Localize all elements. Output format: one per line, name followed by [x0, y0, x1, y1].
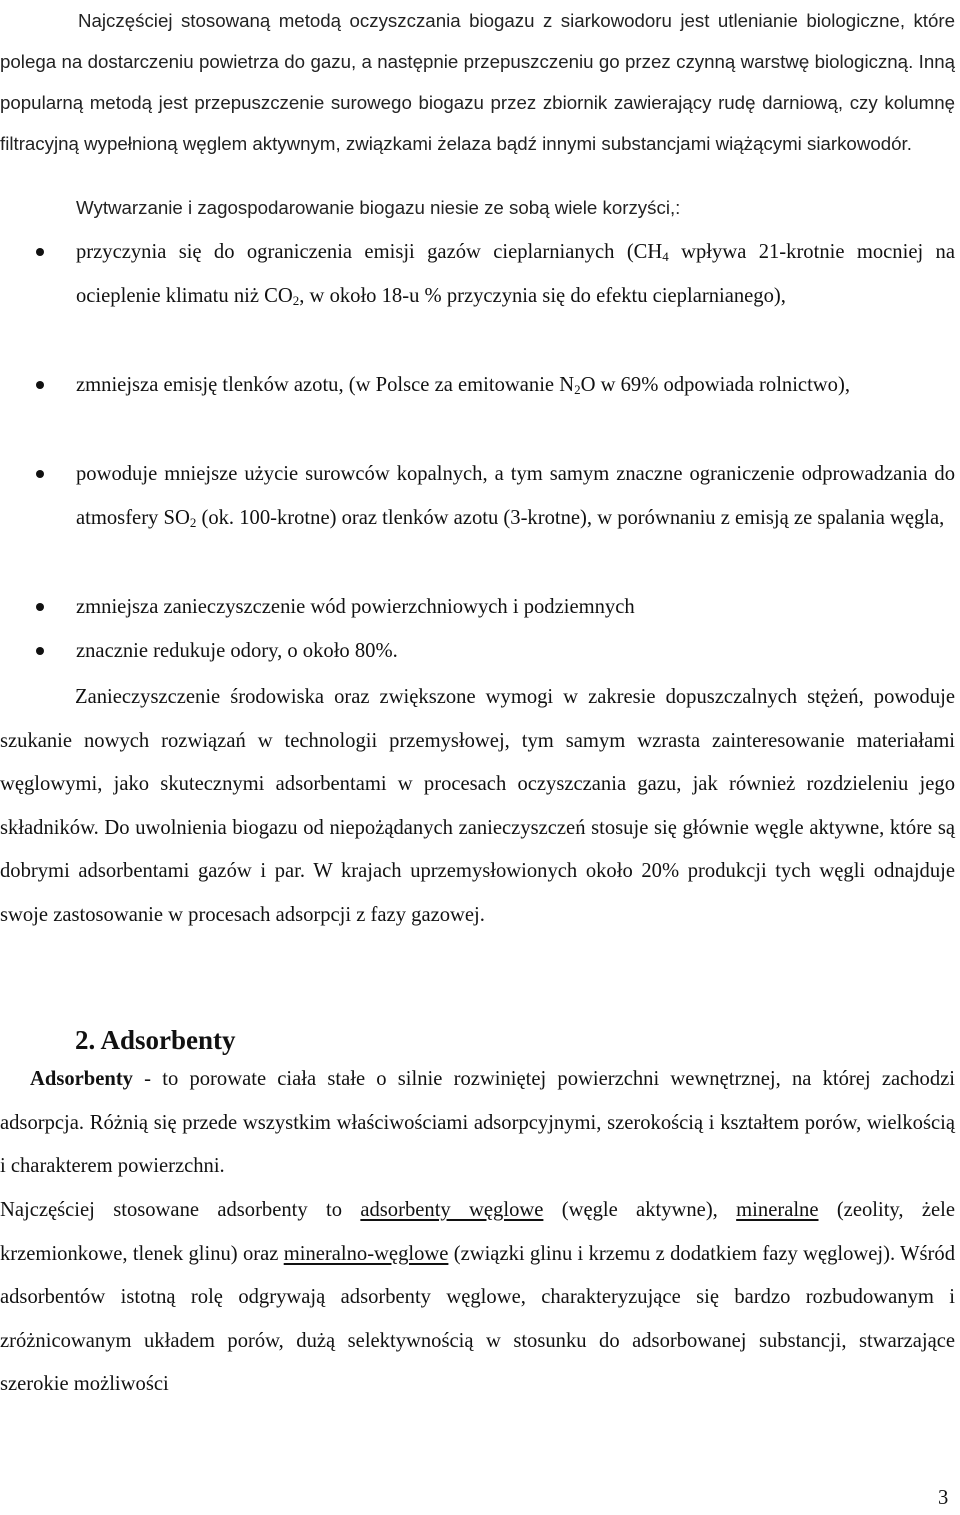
intro-paragraph	[0, 0, 955, 164]
common-adsorbents-paragraph: Najczęściej stosowane adsorbenty to adsorbenty węglowe (węgle aktywne), mineralne (zeolity, żele krzemionkowe, tlenek glinu) oraz mineralno-węglowe (związki glinu i krzemu z dodatkiem fazy węglowej). Wśród adsorbentów istotną rolę odgrywają adsorbenty węglowe, charakteryzujące się bardzo rozbudowanym i zróżnicowanym układem porów, dużą selektywnością w stosunku do adsorbowanej substancji, stwarzające szerokie możliwości	[0, 1199, 955, 1396]
benefits-list	[0, 230, 955, 673]
bullet-icon	[36, 470, 44, 478]
link-mineralno-weglowe[interactable]: mineralno-węglowe	[283, 1242, 449, 1265]
page-number: 3	[938, 1487, 949, 1509]
list-item: powoduje mniejsze użycie surowców kopalnych, a tym samym znaczne ograniczenie odprowadzania do atmosfery $SO_2$ (ok. 100-krotne) oraz tlenków azotu (3-krotne), w porównaniu z emisją ze spalania węgla,	[0, 452, 955, 585]
list-item: zmniejsza zanieczyszczenie wód powierzchniowych i podziemnych	[0, 585, 955, 629]
bullet-icon	[36, 603, 44, 611]
intro-text: Najczęściej stosowaną metodą oczyszczania biogazu z siarkowodoru jest utlenianie biologiczne, które polega na dostarczeniu powietrza do gazu, a następnie przepuszczeniu go przez czynną warstwę biologiczną. Inną popularną metodą jest przepuszczenie surowego biogazu przez zbiornik zawierający rudę darniową, czy kolumnę filtracyjną wypełnioną węglem aktywnym, związkami żelaza bądź innymi substancjami wiążącymi siarkowodór.	[0, 10, 955, 154]
bullet-icon	[36, 381, 44, 389]
term-adsorbenty: Adsorbenty	[30, 1068, 133, 1090]
link-adsorbenty-weglowe[interactable]: adsorbenty węglowe	[360, 1199, 544, 1221]
benefits-intro: Wytwarzanie i zagospodarowanie biogazu niesie ze sobą wiele korzyści,:	[76, 197, 681, 218]
bullet-icon	[36, 248, 44, 256]
section-heading: 2. Adsorbenty	[75, 1025, 236, 1056]
list-item: zmniejsza emisję tlenków azotu, (w Polsce za emitowanie $N_2O$ w 69% odpowiada rolnictwo),	[0, 363, 955, 452]
bullet-icon	[36, 647, 44, 655]
list-item: przyczynia się do ograniczenia emisji gazów cieplarnianych ($CH_4$ wpływa 21-krotnie mocniej na ocieplenie klimatu niż $CO_2$, w około 18-u % przyczynia się do efektu cieplarnianego),	[0, 230, 955, 363]
pollution-paragraph: Zanieczyszczenie środowiska oraz zwiększone wymogi w zakresie dopuszczalnych stężeń, powoduje szukanie nowych rozwiązań w technologii przemysłowej, tym samym wzrasta zainteresowanie materiałami węglowymi, jako skutecznymi adsorbentami w procesach oczyszczania gazu, jak również rozdzieleniu jego składników. Do uwolnienia biogazu od niepożądanych zanieczyszczeń stosuje się głównie węgle aktywne, które są dobrymi adsorbentami gazów i par. W krajach uprzemysłowionych około 20% produkcji tych węgli odnajduje swoje zastosowanie w procesach adsorpcji z fazy gazowej.	[0, 686, 955, 926]
link-mineralne[interactable]: mineralne	[736, 1199, 819, 1221]
list-item: znacznie redukuje odory, o około 80%.	[0, 629, 955, 673]
adsorbents-definition: Adsorbenty - to porowate ciała stałe o silnie rozwiniętej powierzchni wewnętrznej, na której zachodzi adsorpcja. Różnią się przede wszystkim właściwościami adsorpcyjnymi, szerokością i kształtem porów, wielkością i charakterem powierzchni.	[0, 1068, 955, 1178]
